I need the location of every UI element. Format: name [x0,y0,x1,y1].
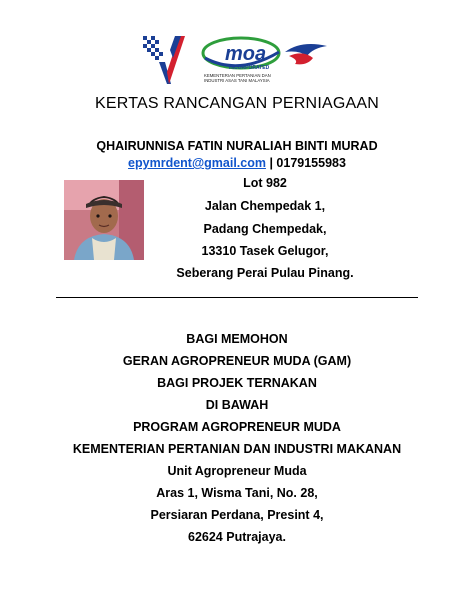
phone-number: 0179155983 [276,156,346,170]
address-line-3: Padang Chempedak, [203,222,327,236]
moa-subtitle [204,73,284,83]
address-line-1: Lot 982 [243,176,287,190]
application-line-5: PROGRAM AGROPRENEUR MUDA [133,420,341,434]
application-line-4: DI BAWAH [205,398,269,412]
contact-separator: | [265,156,277,170]
moa-word: moa [225,43,267,65]
application-line-10: 62624 Putrajaya. [188,530,286,544]
application-line-6: KEMENTERIAN PERTANIAN DAN INDUSTRI MAKANAN [72,442,402,456]
address-line-2: Jalan Chempedak 1, [204,199,326,213]
application-line-9: Persiaran Perdana, Presint 4, [150,508,324,522]
address-line-5: Seberang Perai Pulau Pinang. [176,266,354,280]
moa-subtitle-line1: KEMENTERIAN PERTANIAN DAN [204,73,271,78]
application-line-2: GERAN AGROPRENEUR MUDA (GAM) [122,354,352,368]
logo-bar [0,30,474,92]
agropreneur-v-logo [143,32,189,90]
application-line-8: Aras 1, Wisma Tani, No. 28, [156,486,318,500]
moa-tag: INCORPORATED [229,65,270,71]
applicant-name: QHAIRUNNISA FATIN NURALIAH BINTI MURAD [96,139,378,153]
address-line-4: 13310 Tasek Gelugor, [201,244,329,258]
document-title: KERTAS RANCANGAN PERNIAGAAN [95,95,379,112]
application-line-3: BAGI PROJEK TERNAKAN [157,376,317,390]
application-line-7: Unit Agropreneur Muda [167,464,307,478]
contact-line [0,156,474,170]
moa-subtitle-line2: INDUSTRI ASAS TANI MALAYSIA [204,78,270,83]
divider [56,297,418,298]
email-link[interactable]: epymrdent@gmail.com [128,156,266,170]
bird-logo [283,38,329,68]
application-line-1: BAGI MEMOHON [186,332,288,346]
